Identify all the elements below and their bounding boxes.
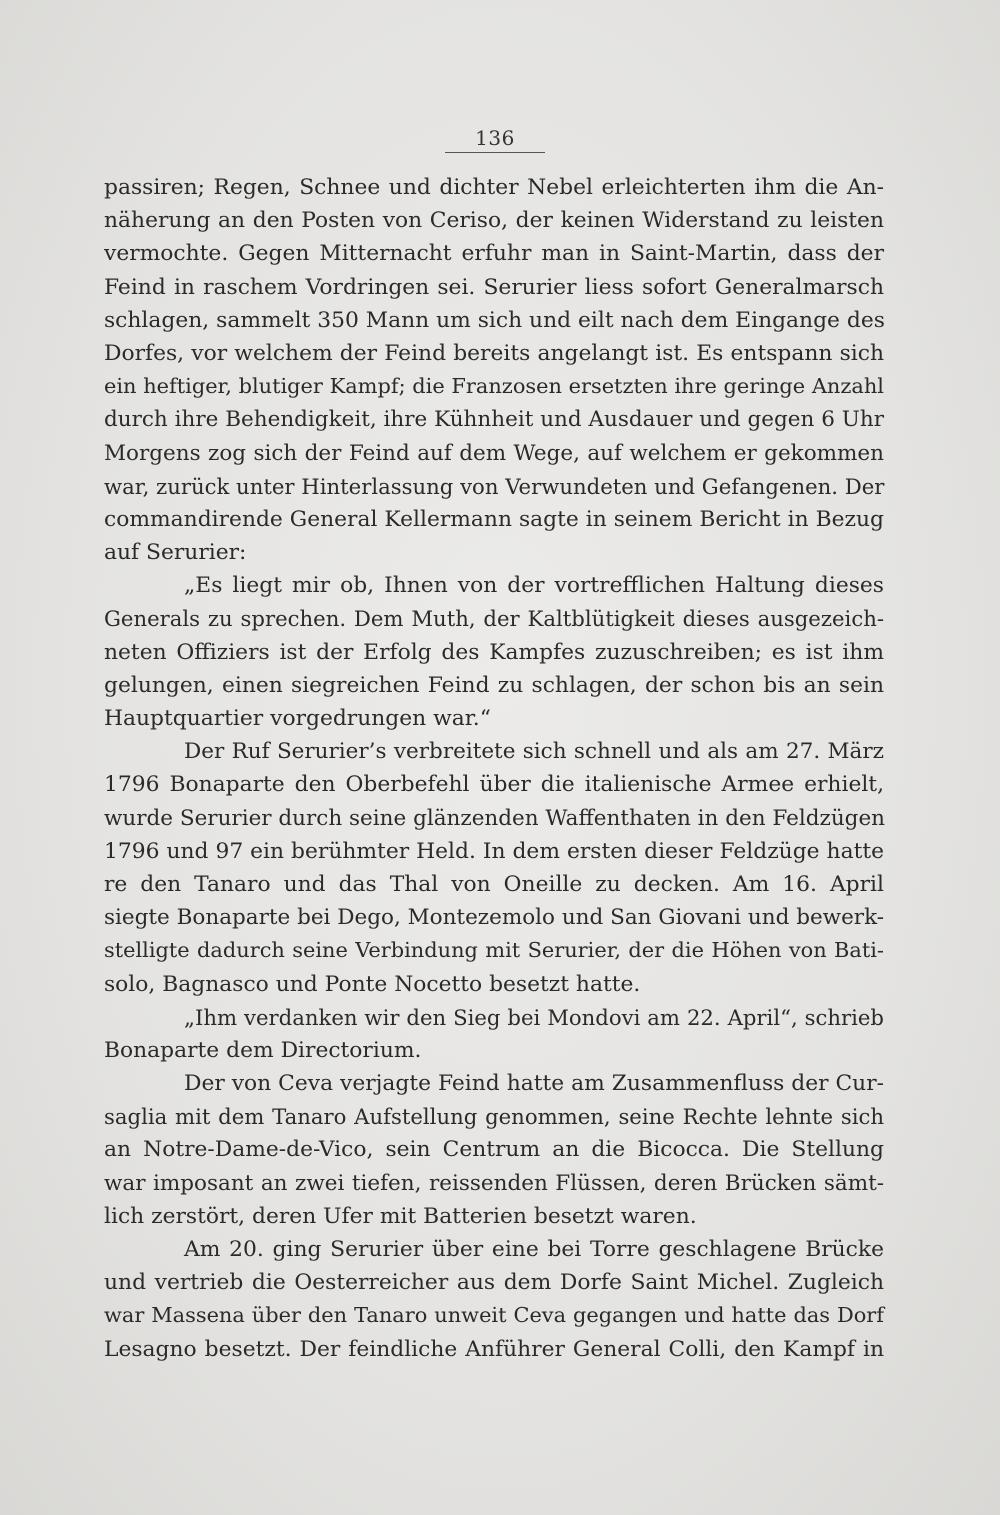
page-number: 136 [475, 126, 515, 150]
text-line: vermochte. Gegen Mitternacht erfuhr man in Saint-Martin, dass der [104, 241, 884, 267]
text-line: näherung an den Posten von Ceriso, der keinen Widerstand zu leisten [104, 208, 884, 234]
text-line: Feind in raschem Vordringen sei. Serurier liess sofort Generalmarsch [104, 274, 884, 300]
text-line: stelligte dadurch seine Verbindung mit Serurier, der die Höhen von Bati- [104, 938, 884, 963]
text-line: Dorfes, vor welchem der Feind bereits angelangt ist. Es entspann sich [104, 340, 884, 366]
text-line: durch ihre Behendigkeit, ihre Kühnheit und Ausdauer und gegen 6 Uhr [104, 407, 884, 433]
text-line: Der Ruf Serurier’s verbreitete sich schnell und als am 27. März [184, 739, 884, 765]
text-line: an Notre-Dame-de-Vico, sein Centrum an die Bicocca. Die Stellung [104, 1137, 884, 1163]
text-line: auf Serurier: [104, 540, 247, 566]
text-line: 1796 Bonaparte den Oberbefehl über die italienische Armee erhielt, [104, 772, 884, 798]
text-line: Hauptquartier vorgedrungen war.“ [104, 706, 491, 731]
text-line: 1796 und 97 ein berühmter Held. In dem ersten dieser Feldzüge hatte [104, 838, 884, 864]
text-line: re den Tanaro und das Thal von Oneille zu decken. Am 16. April [104, 871, 884, 897]
text-line: neten Offiziers ist der Erfolg des Kampfes zuzuschreiben; es ist ihm [104, 639, 884, 665]
text-line: passiren; Regen, Schnee und dichter Nebel erleichterten ihm die An- [104, 175, 884, 200]
text-line: wurde Serurier durch seine glänzenden Waffenthaten in den Feldzügen [104, 805, 886, 831]
text-line: Der von Ceva verjagte Feind hatte am Zusammenfluss der Cur- [184, 1071, 884, 1097]
text-line: schlagen, sammelt 350 Mann um sich und eilt nach dem Eingange des [104, 307, 885, 333]
text-line: war Massena über den Tanaro unweit Ceva gegangen und hatte das Dorf [104, 1303, 884, 1328]
text-line: lich zerstört, deren Ufer mit Batterien besetzt waren. [104, 1203, 697, 1229]
page-number-rule [445, 152, 545, 153]
text-line: war imposant an zwei tiefen, reissenden Flüssen, deren Brücken sämt- [104, 1170, 884, 1196]
text-line: ein heftiger, blutiger Kampf; die Franzosen ersetzten ihre geringe Anzahl [104, 374, 884, 399]
text-line: Lesagno besetzt. Der feindliche Anführer General Colli, den Kampf in [104, 1336, 884, 1362]
text-line: commandirende General Kellermann sagte in seinem Bericht in Bezug [104, 506, 884, 532]
text-line: Am 20. ging Serurier über eine bei Torre geschlagene Brücke [184, 1237, 884, 1262]
body-text [104, 171, 884, 1366]
text-line: Bonaparte dem Directorium. [104, 1037, 422, 1063]
text-line: Generals zu sprechen. Dem Muth, der Kaltblütigkeit dieses ausgezeich- [104, 606, 884, 632]
text-line: war, zurück unter Hinterlassung von Verwundeten und Gefangenen. Der [104, 473, 885, 499]
text-line: Morgens zog sich der Feind auf dem Wege, auf welchem er gekommen [104, 440, 884, 466]
text-line: saglia mit dem Tanaro Aufstellung genommen, seine Rechte lehnte sich [104, 1104, 884, 1130]
text-line: solo, Bagnasco und Ponte Nocetto besetzt hatte. [104, 971, 641, 997]
text-line: „Es liegt mir ob, Ihnen von der vortrefflichen Haltung dieses [184, 573, 884, 599]
text-line: siegte Bonaparte bei Dego, Montezemolo und San Giovani und bewerk- [104, 905, 884, 931]
text-line: und vertrieb die Oesterreicher aus dem Dorfe Saint Michel. Zugleich [104, 1270, 884, 1296]
text-line: gelungen, einen siegreichen Feind zu schlagen, der schon bis an sein [104, 672, 884, 698]
text-line: „Ihm verdanken wir den Sieg bei Mondovi am 22. April“, schrieb [184, 1004, 884, 1030]
